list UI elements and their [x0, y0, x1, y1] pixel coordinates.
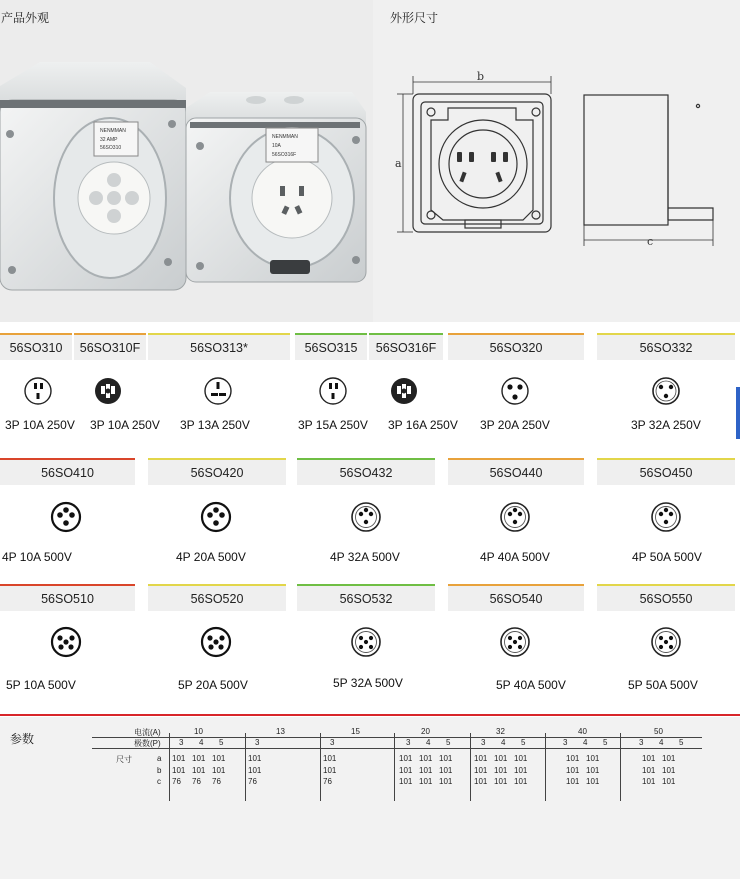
- socket-model-header: 56SO532: [297, 584, 435, 611]
- poles-value: 5: [219, 738, 224, 747]
- socket-model-header: 56SO420: [148, 458, 286, 485]
- socket-4p-32a-icon: [350, 501, 382, 533]
- dim-letter: a: [157, 754, 162, 763]
- size-value: 101: [212, 754, 226, 763]
- poles-value: 4: [199, 738, 204, 747]
- size-value: 101: [586, 777, 600, 786]
- poles-value: 4: [659, 738, 664, 747]
- socket-rating: 3P 32A 250V: [631, 418, 701, 432]
- socket-rating: 3P 13A 250V: [180, 418, 250, 432]
- size-value: 101: [399, 777, 413, 786]
- size-value: 101: [419, 777, 433, 786]
- socket-3p-13a-icon: [202, 375, 234, 407]
- product-appearance-panel: [0, 0, 373, 322]
- poles-value: 3: [481, 738, 486, 747]
- table-col-separator: [169, 733, 170, 801]
- size-value: 101: [494, 766, 508, 775]
- socket-4p-10a-icon: [50, 501, 82, 533]
- socket-5p-10a-icon: [50, 626, 82, 658]
- socket-rating: 4P 20A 500V: [176, 550, 246, 564]
- socket-3p-15a-icon: [317, 375, 349, 407]
- socket-rating: 5P 32A 500V: [333, 676, 403, 690]
- socket-3p-20a-icon: [499, 375, 531, 407]
- size-value: 101: [212, 766, 226, 775]
- side-accent-bar: [736, 387, 740, 439]
- size-value: 101: [439, 777, 453, 786]
- socket-5p-50a-icon: [650, 626, 682, 658]
- socket-rating: 3P 15A 250V: [298, 418, 368, 432]
- size-value: 101: [439, 754, 453, 763]
- product-photo: [0, 48, 373, 322]
- socket-model-header: 56SO510: [0, 584, 135, 611]
- socket-rating: 4P 40A 500V: [480, 550, 550, 564]
- size-value: 101: [514, 754, 528, 763]
- size-value: 101: [399, 766, 413, 775]
- size-value: 101: [419, 754, 433, 763]
- socket-model-header: 56SO310: [0, 333, 72, 360]
- left-photo-label-model: 56SO310: [100, 145, 122, 151]
- left-photo-label-brand: NENMMAN: [100, 128, 126, 134]
- size-value: 101: [494, 754, 508, 763]
- poles-label: 极数(P): [134, 739, 161, 748]
- size-value: 101: [662, 777, 676, 786]
- poles-value: 5: [679, 738, 684, 747]
- size-value: 76: [212, 777, 221, 786]
- socket-3p-16a-icon: [388, 375, 420, 407]
- section-divider: [0, 714, 740, 716]
- size-value: 101: [514, 766, 528, 775]
- size-value: 101: [192, 754, 206, 763]
- dim-letter: c: [157, 777, 161, 786]
- current-value: 50: [654, 727, 663, 736]
- table-rule-mid: [92, 748, 702, 749]
- socket-model-header: 56SO540: [448, 584, 584, 611]
- poles-value: 4: [583, 738, 588, 747]
- table-col-separator: [545, 733, 546, 801]
- poles-value: 3: [255, 738, 260, 747]
- size-value: 101: [514, 777, 528, 786]
- size-value: 76: [192, 777, 201, 786]
- current-value: 13: [276, 727, 285, 736]
- size-value: 101: [172, 766, 186, 775]
- size-value: 101: [566, 777, 580, 786]
- dimensions-title: 外形尺寸: [390, 11, 439, 25]
- size-value: 101: [586, 754, 600, 763]
- size-value: 101: [566, 754, 580, 763]
- size-value: 101: [642, 777, 656, 786]
- parameters-title: 参数: [10, 732, 35, 746]
- size-value: 101: [248, 766, 262, 775]
- size-value: 101: [248, 754, 262, 763]
- size-value: 101: [419, 766, 433, 775]
- poles-value: 3: [406, 738, 411, 747]
- socket-model-header: 56SO315: [295, 333, 367, 360]
- size-value: 101: [474, 777, 488, 786]
- socket-model-header: 56SO320: [448, 333, 584, 360]
- table-rule-top: [92, 737, 702, 738]
- socket-rating: 4P 32A 500V: [330, 550, 400, 564]
- socket-model-header: 56SO550: [597, 584, 735, 611]
- dim-label-c: c: [647, 235, 654, 248]
- socket-rating: 5P 10A 500V: [6, 678, 76, 692]
- current-value: 20: [421, 727, 430, 736]
- socket-rating: 3P 10A 250V: [90, 418, 160, 432]
- poles-value: 3: [179, 738, 184, 747]
- socket-5p-20a-icon: [200, 626, 232, 658]
- size-value: 101: [323, 754, 337, 763]
- socket-model-header: 56SO332: [597, 333, 735, 360]
- socket-5p-40a-icon: [499, 626, 531, 658]
- poles-value: 3: [330, 738, 335, 747]
- dim-label-a: a: [395, 157, 402, 170]
- table-col-separator: [245, 733, 246, 801]
- poles-value: 3: [563, 738, 568, 747]
- socket-rating: 3P 10A 250V: [5, 418, 75, 432]
- size-value: 101: [474, 754, 488, 763]
- table-col-separator: [320, 733, 321, 801]
- size-value: 101: [586, 766, 600, 775]
- size-value: 101: [323, 766, 337, 775]
- socket-3p-10a-french-icon: [92, 375, 124, 407]
- size-value: 101: [494, 777, 508, 786]
- socket-model-header: 56SO520: [148, 584, 286, 611]
- size-value: 76: [172, 777, 181, 786]
- socket-rating: 3P 16A 250V: [388, 418, 458, 432]
- dimension-drawing: [373, 60, 740, 260]
- table-col-separator: [394, 733, 395, 801]
- socket-rating: 3P 20A 250V: [480, 418, 550, 432]
- left-photo-label-rating: 32 AMP: [100, 137, 118, 143]
- right-photo-label-rating: 10A: [272, 143, 281, 149]
- current-label: 电流(A): [134, 728, 161, 737]
- table-col-separator: [620, 733, 621, 801]
- socket-model-header: 56SO316F: [369, 333, 443, 360]
- size-value: 101: [662, 754, 676, 763]
- size-value: 76: [323, 777, 332, 786]
- socket-rating: 5P 40A 500V: [496, 678, 566, 692]
- poles-value: 4: [501, 738, 506, 747]
- current-value: 32: [496, 727, 505, 736]
- size-value: 101: [474, 766, 488, 775]
- socket-model-header: 56SO310F: [74, 333, 146, 360]
- current-value: 40: [578, 727, 587, 736]
- socket-4p-20a-icon: [200, 501, 232, 533]
- size-value: 101: [642, 754, 656, 763]
- poles-value: 4: [426, 738, 431, 747]
- poles-value: 5: [521, 738, 526, 747]
- right-photo-label-model: 56SO316F: [272, 152, 297, 158]
- size-value: 101: [662, 766, 676, 775]
- socket-model-header: 56SO410: [0, 458, 135, 485]
- size-value: 101: [399, 754, 413, 763]
- poles-value: 5: [446, 738, 451, 747]
- top-section: [0, 0, 740, 322]
- right-photo-label-brand: NENMMAN: [272, 134, 298, 140]
- socket-model-header: 56SO440: [448, 458, 584, 485]
- socket-model-header: 56SO432: [297, 458, 435, 485]
- parameters-section: [0, 717, 740, 879]
- socket-4p-40a-icon: [499, 501, 531, 533]
- socket-rating: 5P 20A 500V: [178, 678, 248, 692]
- dim-label-b: b: [477, 70, 485, 83]
- dim-letter: b: [157, 766, 162, 775]
- size-value: 101: [642, 766, 656, 775]
- socket-rating: 4P 50A 500V: [632, 550, 702, 564]
- socket-model-header: 56SO450: [597, 458, 735, 485]
- size-value: 101: [172, 754, 186, 763]
- size-value: 101: [192, 766, 206, 775]
- socket-rating: 5P 50A 500V: [628, 678, 698, 692]
- socket-3p-32a-icon: [650, 375, 682, 407]
- poles-value: 3: [639, 738, 644, 747]
- socket-3p-10a-icon: [22, 375, 54, 407]
- size-label: 尺寸: [116, 755, 132, 764]
- socket-rating: 4P 10A 500V: [2, 550, 72, 564]
- size-value: 101: [439, 766, 453, 775]
- table-col-separator: [470, 733, 471, 801]
- poles-value: 5: [603, 738, 608, 747]
- dimensions-panel: [373, 0, 740, 322]
- socket-model-header: 56SO313*: [148, 333, 290, 360]
- current-value: 10: [194, 727, 203, 736]
- size-value: 76: [248, 777, 257, 786]
- socket-4p-50a-icon: [650, 501, 682, 533]
- size-value: 101: [566, 766, 580, 775]
- socket-5p-32a-icon: [350, 626, 382, 658]
- current-value: 15: [351, 727, 360, 736]
- appearance-title: 产品外观: [1, 11, 50, 25]
